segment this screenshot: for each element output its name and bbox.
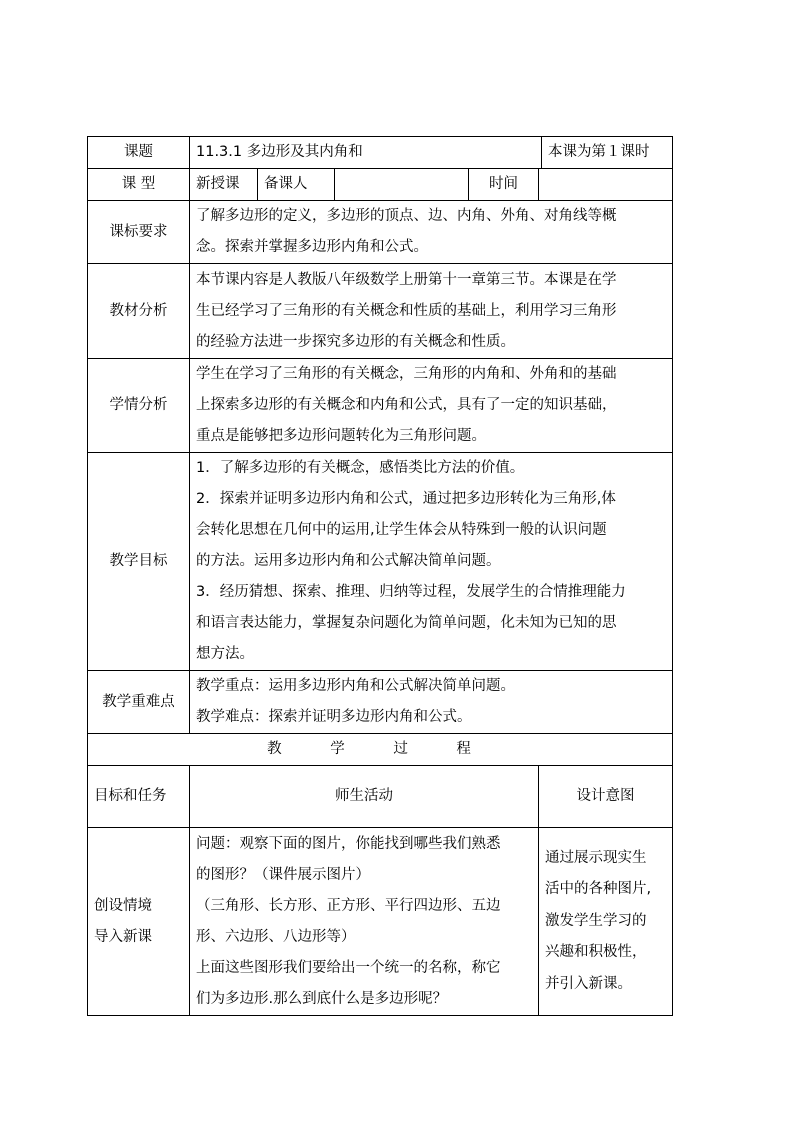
stage1-label: 创设情境 导入新课: [88, 828, 190, 1016]
time-label: 时间: [469, 169, 539, 201]
students-row: [88, 359, 673, 453]
col-goal-header: 目标和任务: [88, 766, 190, 828]
standards-label: 课标要求: [88, 201, 190, 264]
col-activity-header: 师生活动: [190, 766, 539, 828]
goals-text: 1．了解多边形的有关概念，感悟类比方法的价值。 2．探索并证明多边形内角和公式，通过把多边形转化为三角形,体 会转化思想在几何中的运用,让学生体会从特殊到一般的认识问题 的方法。运用多边形内角和公式解决简单问题。 3．经历猜想、探索、推理、归纳等过程，发展学生的合情推理能力 和语言表达能力，掌握复杂问题化为简单问题，化未知为已知的思 想方法。: [190, 453, 673, 671]
goals-row: [88, 453, 673, 671]
topic-value: 11.3.1 多边形及其内角和: [190, 137, 542, 169]
type-label: 课 型: [88, 169, 190, 201]
preparer-value: [335, 169, 469, 201]
lesson-plan-table: [87, 136, 673, 1016]
stage1-design: 通过展示现实生 活中的各种图片, 激发学生学习的 兴趣和积极性， 并引入新课。: [539, 828, 673, 1016]
topic-row: [88, 137, 673, 169]
standards-row: [88, 201, 673, 264]
type-row: [88, 169, 673, 201]
textbook-row: [88, 264, 673, 359]
type-value: 新授课: [190, 169, 258, 201]
keypoints-label: 教学重难点: [88, 671, 190, 734]
goals-label: 教学目标: [88, 453, 190, 671]
standards-text: 了解多边形的定义，多边形的顶点、边、内角、外角、对角线等概 念。探索并掌握多边形内角和公式。: [190, 201, 673, 264]
time-value: [539, 169, 673, 201]
lesson-number: 本课为第１课时: [542, 137, 673, 169]
textbook-label: 教材分析: [88, 264, 190, 359]
col-design-header: 设计意图: [539, 766, 673, 828]
textbook-text: 本节课内容是人教版八年级数学上册第十一章第三节。本课是在学 生已经学习了三角形的有关概念和性质的基础上，利用学习三角形 的经验方法进一步探究多边形的有关概念和性质。: [190, 264, 673, 359]
students-label: 学情分析: [88, 359, 190, 453]
process-title-row: [88, 734, 673, 766]
stage1-row: [88, 828, 673, 1016]
process-title: 教 学 过 程: [88, 734, 673, 766]
process-header-row: [88, 766, 673, 828]
keypoints-row: [88, 671, 673, 734]
preparer-label: 备课人: [258, 169, 335, 201]
students-text: 学生在学习了三角形的有关概念，三角形的内角和、外角和的基础 上探索多边形的有关概念和内角和公式，具有了一定的知识基础， 重点是能够把多边形问题转化为三角形问题。: [190, 359, 673, 453]
stage1-activity: 问题：观察下面的图片，你能找到哪些我们熟悉 的图形？（课件展示图片） （三角形、长方形、正方形、平行四边形、五边 形、六边形、八边形等） 上面这些图形我们要给出一个统一的名称，称它 们为多边形.那么到底什么是多边形呢？: [190, 828, 539, 1016]
topic-label: 课题: [88, 137, 190, 169]
keypoints-text: 教学重点：运用多边形内角和公式解决简单问题。 教学难点：探索并证明多边形内角和公式。: [190, 671, 673, 734]
